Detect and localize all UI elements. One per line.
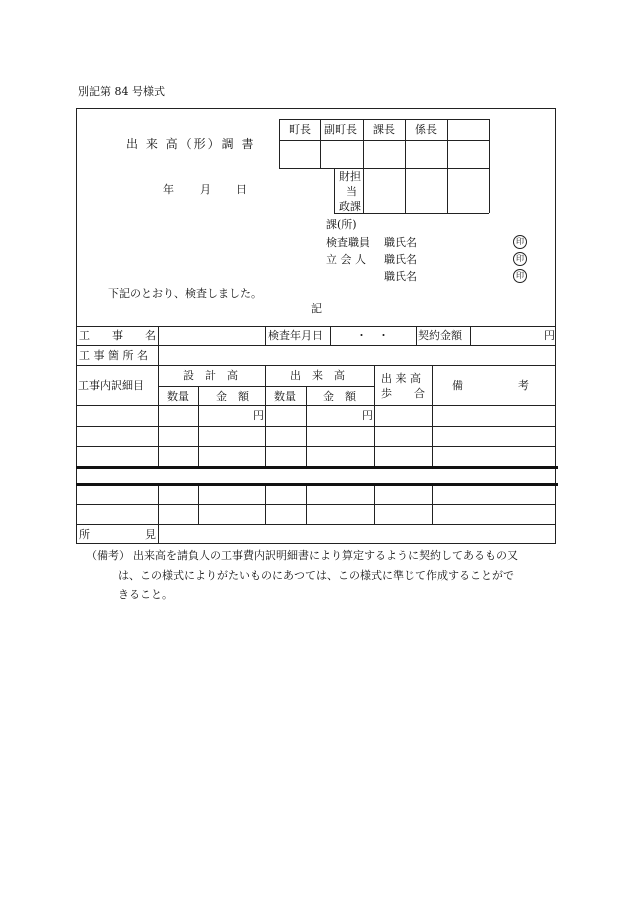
date-day-label: 日 bbox=[236, 183, 247, 196]
approval-header-subsection-chief: 係長 bbox=[415, 123, 437, 136]
output-rate-header-line2: 歩 合 bbox=[381, 387, 425, 400]
design-amount-header: 設 計 高 bbox=[183, 369, 238, 382]
witness-role: 立 会 人 bbox=[326, 253, 366, 266]
finance-label-3: 政課 bbox=[339, 200, 361, 213]
output-amount-header: 出 来 高 bbox=[290, 369, 345, 382]
output-rate-header-line1: 出 来 高 bbox=[381, 372, 421, 385]
opinion-label-left: 所 bbox=[79, 528, 90, 541]
finance-label-2: 当 bbox=[346, 185, 357, 198]
remarks-header: 備 考 bbox=[452, 379, 529, 392]
document-title: 出 来 高（形）調 書 bbox=[126, 137, 256, 151]
output-amount-yen: 円 bbox=[362, 409, 373, 422]
inspector-role: 検査職員 bbox=[326, 236, 370, 249]
note-line-2: は、この様式によりがたいものにあつては、この様式に準じて作成することがで bbox=[118, 569, 514, 582]
design-amount-yen: 円 bbox=[253, 409, 264, 422]
inspection-statement: 下記のとおり、検査しました。 bbox=[108, 287, 262, 300]
inspector-seal-icon: 印 bbox=[513, 235, 527, 249]
opinion-label-right: 見 bbox=[145, 528, 156, 541]
design-amount-subheader: 金 額 bbox=[216, 390, 249, 403]
approval-header-deputy-mayor: 副町長 bbox=[324, 123, 357, 136]
contract-amount-yen: 円 bbox=[544, 329, 555, 342]
witness-seal-icon: 印 bbox=[513, 252, 527, 266]
note-line-3: きること。 bbox=[118, 588, 173, 601]
inspector-name-label: 職氏名 bbox=[384, 236, 417, 249]
form-number-label: 別記第 84 号様式 bbox=[78, 85, 165, 98]
note-label: （備考） bbox=[86, 549, 130, 562]
division-label: 課(所) bbox=[326, 218, 357, 231]
approval-header-section-chief: 課長 bbox=[373, 123, 395, 136]
second-witness-seal-icon: 印 bbox=[513, 269, 527, 283]
breakdown-label: 工事内訳細目 bbox=[78, 379, 144, 392]
construction-location-label: 工 事 箇 所 名 bbox=[79, 349, 148, 362]
ki-heading: 記 bbox=[311, 302, 322, 315]
design-quantity-header: 数量 bbox=[167, 390, 189, 403]
output-amount-subheader: 金 額 bbox=[323, 390, 356, 403]
note-line-1: 出来高を請負人の工事費内訳明細書により算定するように契約してあるもの又 bbox=[133, 549, 518, 562]
contract-amount-label: 契約金額 bbox=[418, 329, 462, 342]
witness-name-label: 職氏名 bbox=[384, 253, 417, 266]
date-month-label: 月 bbox=[200, 183, 211, 196]
inspection-date-label: 検査年月日 bbox=[268, 329, 323, 342]
date-year-label: 年 bbox=[163, 183, 174, 196]
finance-label-1: 財担 bbox=[339, 170, 361, 183]
output-quantity-header: 数量 bbox=[274, 390, 296, 403]
approval-header-mayor: 町長 bbox=[289, 123, 311, 136]
second-witness-name-label: 職氏名 bbox=[384, 270, 417, 283]
inspection-date-dots: ・ ・ bbox=[356, 329, 389, 342]
construction-name-label: 工 事 名 bbox=[79, 329, 156, 342]
